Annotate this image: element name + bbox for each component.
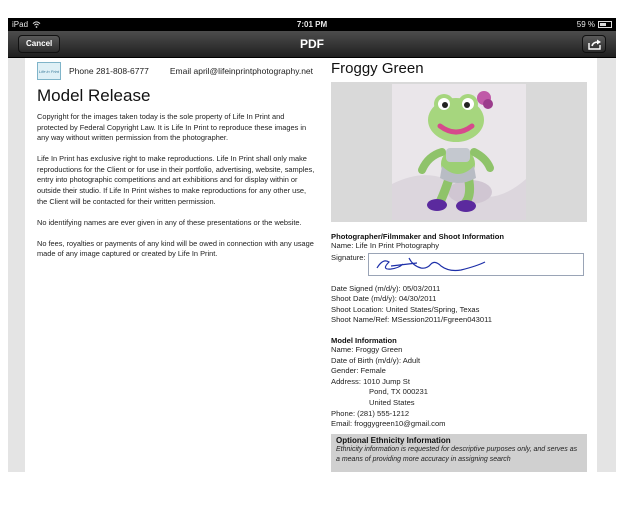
- pdf-page: [25, 58, 597, 472]
- status-bar: [8, 18, 616, 31]
- model-address-line: United States: [369, 397, 415, 407]
- nav-bar: [8, 31, 616, 58]
- release-paragraph: No identifying names are ever given in any of these presentations or the website.: [37, 217, 302, 227]
- shoot-location: Shoot Location: United States/Spring, Texas: [331, 304, 480, 314]
- model-name: Name: Froggy Green: [331, 344, 403, 354]
- model-phone: Phone: (281) 555-1212: [331, 408, 410, 418]
- shoot-name: Shoot Name/Ref: MSession2011/Fgreen043011: [331, 315, 492, 325]
- release-paragraph: Copyright for the images taken today is the sole property of Life In Print and protected by Federal Copyright Law. It is Life In Print to reproduce these images in any way without written permission from the photographer.: [37, 112, 307, 143]
- share-icon: [588, 39, 602, 50]
- model-email: Email: froggygreen10@gmail.com: [331, 419, 446, 429]
- signature-row: [331, 253, 587, 277]
- cancel-button[interactable]: Cancel: [18, 35, 60, 53]
- model-address-line: Address: 1010 Jump St: [331, 376, 410, 386]
- battery-icon: [598, 21, 612, 28]
- model-name-title: Froggy Green: [331, 60, 424, 77]
- photographer-heading: Photographer/Filmmaker and Shoot Information: [331, 232, 504, 241]
- status-right: [577, 20, 612, 29]
- model-column: [331, 60, 587, 472]
- signature-label: Signature:: [331, 252, 366, 262]
- signature-image: [369, 254, 583, 275]
- pdf-viewer[interactable]: [8, 58, 616, 472]
- model-dob: Date of Birth (m/d/y): Adult: [331, 355, 421, 365]
- device-label: iPad: [12, 20, 29, 29]
- release-title: Model Release: [37, 86, 151, 105]
- photo-frame: [331, 82, 587, 222]
- ethnicity-title: Optional Ethnicity Information: [336, 435, 451, 445]
- photographer-name: Name: Life In Print Photography: [331, 241, 440, 250]
- model-info-heading: Model Information: [331, 335, 397, 345]
- ethnicity-text: Ethnicity information is requested for descriptive purposes only, and serves as a means of providing more accuracy in assigning search: [336, 445, 578, 463]
- nav-title: PDF: [300, 37, 324, 51]
- frog-plush-image: [392, 84, 526, 220]
- release-column: [37, 62, 315, 271]
- contact-phone: Phone 281-808-6777: [69, 66, 149, 76]
- share-button[interactable]: [582, 35, 606, 53]
- status-time: 7:01 PM: [296, 20, 328, 29]
- ethnicity-box: [331, 434, 587, 472]
- battery-percent: 59 %: [576, 20, 595, 29]
- battery-fill: [600, 23, 606, 26]
- release-paragraph: No fees, royalties or payments of any kind will be owed in connection with any usage made of any image captured or created by Life In Print.: [37, 238, 314, 259]
- date-signed: Date Signed (m/d/y): 05/03/2011: [331, 283, 441, 293]
- model-gender: Gender: Female: [331, 366, 386, 376]
- company-logo: Life in Print: [37, 62, 61, 80]
- model-photo: [392, 84, 526, 220]
- release-paragraph: Life In Print has exclusive right to make reproductions. Life In Print shall only make reproductions for the Client or for use in their portfolio, advertising, website, samples, entry into photographic competitions and art exhibitions and for display within or outside their studio. If Life In Print wishes to make reproductions for any other use, the Client will be contacted for their written permission.: [37, 154, 315, 206]
- contact-header: [37, 62, 315, 80]
- signature-box: [368, 253, 584, 276]
- shoot-date: Shoot Date (m/d/y): 04/30/2011: [331, 294, 437, 304]
- model-address-line: Pond, TX 000231: [369, 387, 428, 397]
- contact-email: Email april@lifeinprintphotography.net: [169, 66, 314, 76]
